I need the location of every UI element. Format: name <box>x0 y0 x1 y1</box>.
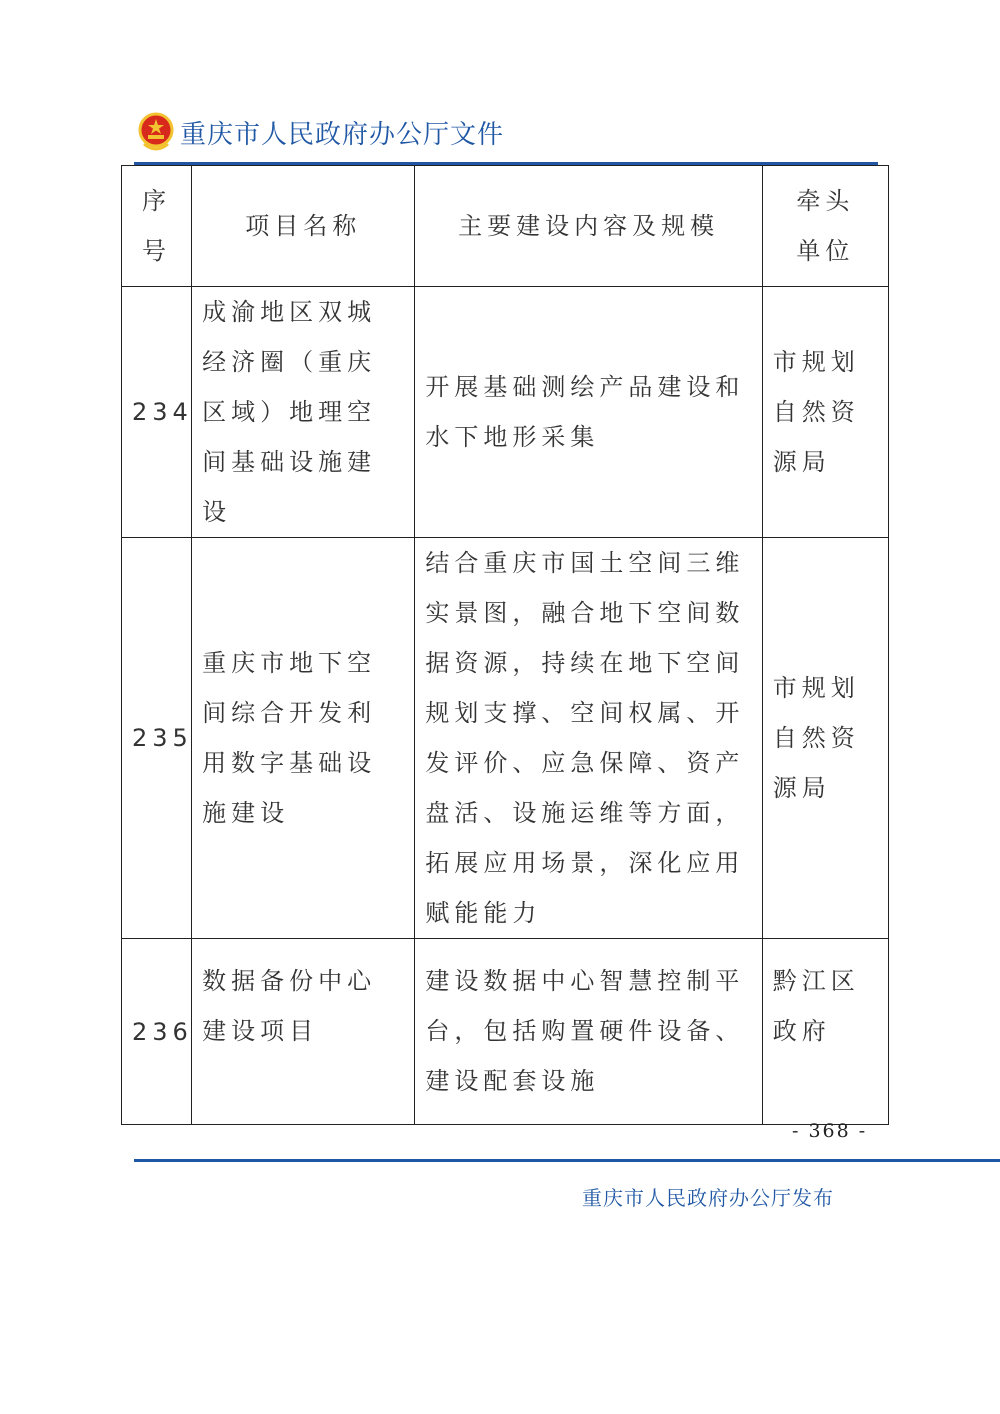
row-number: 235 <box>122 538 192 939</box>
footer-divider <box>134 1159 1000 1162</box>
row-content: 结合重庆市国土空间三维实景图，融合地下空间数据资源，持续在地下空间规划支撑、空间权属、开发评价、应急保障、资产盘活、设施运维等方面，拓展应用场景，深化应用赋能能力 <box>415 538 762 939</box>
row-lead-unit: 市规划自然资源局 <box>762 287 888 538</box>
table-header-row <box>122 166 889 287</box>
row-project-name: 重庆市地下空间综合开发利用数字基础设施建设 <box>192 538 415 939</box>
footer-publisher: 重庆市人民政府办公厅发布 <box>582 1186 834 1210</box>
row-lead-unit: 市规划自然资源局 <box>762 538 888 939</box>
row-project-name: 成渝地区双城经济圈（重庆区域）地理空间基础设施建设 <box>192 287 415 538</box>
row-lead-unit: 黔江区政府 <box>762 939 888 1125</box>
header-main-content: 主要建设内容及规模 <box>415 166 762 287</box>
row-content: 建设数据中心智慧控制平台，包括购置硬件设备、建设配套设施 <box>415 939 762 1125</box>
project-table <box>121 165 889 1125</box>
header-title: 重庆市人民政府办公厅文件 <box>180 119 505 150</box>
table-row <box>122 538 889 939</box>
header-number: 序号 <box>122 166 192 287</box>
header-project-name: 项目名称 <box>192 166 415 287</box>
row-number: 236 <box>122 939 192 1125</box>
row-number: 234 <box>122 287 192 538</box>
page-number: - 368 - <box>792 1120 868 1142</box>
table-row <box>122 287 889 538</box>
table-row <box>122 939 889 1125</box>
row-project-name: 数据备份中心建设项目 <box>192 939 415 1125</box>
national-emblem-icon <box>138 112 174 152</box>
row-content: 开展基础测绘产品建设和水下地形采集 <box>415 287 762 538</box>
document-header <box>138 112 504 152</box>
header-lead-unit: 牵头单位 <box>762 166 888 287</box>
